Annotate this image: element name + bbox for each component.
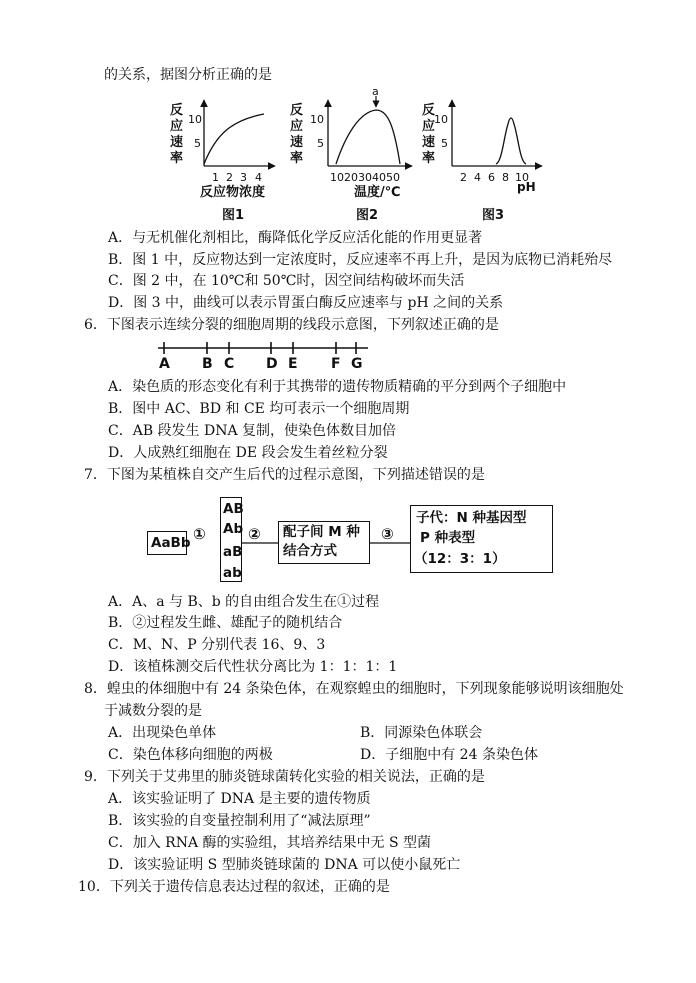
fig3-ylabel-0: 反 [422,103,436,118]
point-c: C [224,356,235,370]
q8-option-b: B．同源染色体联会 [360,725,483,741]
fig1-xtick-4: 4 [255,171,262,184]
fig2-ylabel-0: 反 [290,103,304,118]
fig3-xtick-2: 2 [460,171,467,184]
q8-option-a: A．出现染色单体 [108,725,217,741]
fig3-ylabel-1: 应 [422,119,436,134]
fig2-ytick-10: 10 [310,113,324,126]
q8-option-d: D．子细胞中有 24 条染色体 [360,747,538,763]
fig3-ylabel-2: 速 [422,135,436,150]
fig1-curve [204,114,264,164]
fig1-xtick-2: 2 [226,171,233,184]
fig3-xtick-10: 10 [515,171,529,184]
arrow-2 [242,540,280,546]
fig2-ylabel-3: 率 [290,151,304,166]
q6-stem: 6．下图表示连续分裂的细胞周期的线段示意图，下列叙述正确的是 [84,317,499,333]
q5-option-b: B．图 1 中，反应物达到一定浓度时，反应速率不再上升，是因为底物已消耗殆尽 [108,252,613,268]
q10-stem: 10．下列关于遗传信息表达过程的叙述，正确的是 [78,879,390,895]
fig1-caption: 图1 [222,208,245,223]
q5-option-d: D．图 3 中，曲线可以表示胃蛋白酶反应速率与 pH 之间的关系 [108,295,504,311]
fig1-ylabel-2: 速 [170,135,184,150]
point-d: D [266,356,278,370]
fig2-xtick-20: 20 [344,171,358,184]
q6-option-c: C．AB 段发生 DNA 复制，使染色体数目加倍 [108,423,397,439]
combination-line-2: 结合方式 [283,543,337,559]
fig2-xtick-50: 50 [386,171,400,184]
fig1-xtick-1: 1 [212,171,219,184]
figure-2 [290,86,412,223]
q7-option-c: C．M、N、P 分别代表 16、9、3 [108,637,326,653]
point-a: A [159,356,170,370]
fig1-ylabel-3: 率 [170,151,184,166]
offspring-line-2: P 种表型 [420,530,476,546]
q5-option-a: A．与无机催化剂相比，酶降低化学反应活化能的作用更显著 [108,230,483,246]
fig2-caption: 图2 [356,208,379,223]
offspring-line-3: （12：3：1） [414,551,506,567]
q5-option-c: C．图 2 中，在 10℃和 50℃时，因空间结构破坏而失活 [108,273,465,289]
q9-option-d: D．该实验证明 S 型肺炎链球菌的 DNA 可以使小鼠死亡 [108,857,461,873]
parent-genotype: AaBb [151,535,191,551]
q8-stem-line-2: 于减数分裂的是 [104,703,202,719]
point-g: G [351,356,363,370]
gamete-ab-upper: AB [223,501,244,517]
fig2-xlabel: 温度/℃ [354,185,401,200]
point-b: B [202,356,213,370]
q8-stem-line-1: 8．蝗虫的体细胞中有 24 条染色体，在观察蝗虫的细胞时，下列现象能够说明该细胞处 [84,681,624,697]
q6-option-a: A．染色质的形态变化有利于其携带的遗传物质精确的平分到两个子细胞中 [108,379,567,395]
q7-option-b: B．②过程发生雌、雄配子的随机结合 [108,615,343,631]
fig1-xtick-3: 3 [240,171,247,184]
figure-3 [422,100,542,223]
gamete-ab-mixed: Ab [223,521,244,537]
figure-1 [170,100,275,223]
gamete-ab-lower-upper: aB [223,544,243,560]
fig1-ylabel-1: 应 [170,119,184,134]
fig2-curve [336,110,400,164]
q9-option-a: A．该实验证明了 DNA 是主要的遗传物质 [108,791,371,807]
fig2-peak-label: a [372,86,379,98]
point-f: F [331,356,341,370]
arrow-3 [370,540,412,546]
fig3-curve [496,118,526,164]
combination-line-1: 配子间 M 种 [283,524,360,540]
q7-option-d: D．该植株测交后代性状分离比为 1：1：1：1 [108,659,398,675]
fig3-caption: 图3 [482,208,505,223]
arrow-1 [187,530,222,542]
step-3: ③ [381,525,394,543]
q6-cell-cycle-line [150,338,380,370]
q9-stem: 9．下列关于艾弗里的肺炎链球菌转化实验的相关说法，正确的是 [84,769,485,785]
q8-option-c: C．染色体移向细胞的两极 [108,747,273,763]
fig3-xtick-4: 4 [474,171,481,184]
fig2-ytick-5: 5 [317,137,324,150]
q5-stem: 的关系，据图分析正确的是 [104,67,272,83]
q6-option-b: B．图中 AC、BD 和 CE 均可表示一个细胞周期 [108,401,410,417]
fig2-xtick-40: 40 [372,171,386,184]
fig1-ytick-5: 5 [194,137,201,150]
q7-stem: 7．下图为某植株自交产生后代的过程示意图，下列描述错误的是 [84,467,485,483]
fig1-ylabel-0: 反 [170,103,184,118]
fig3-ytick-5: 5 [441,137,448,150]
fig2-xtick-30: 30 [358,171,372,184]
fig1-xlabel: 反应物浓度 [200,185,266,200]
q7-option-a: A．A、a 与 B、b 的自由组合发生在①过程 [108,594,380,610]
step-2: ② [248,525,261,543]
fig3-xlabel: pH [517,180,536,194]
q5-figures [160,86,560,226]
offspring-line-1: 子代：N 种基因型 [416,510,527,526]
fig3-xtick-8: 8 [502,171,509,184]
fig3-ytick-10: 10 [434,113,448,126]
q6-option-d: D．人成熟红细胞在 DE 段会发生着丝粒分裂 [108,445,388,461]
fig2-xtick-10: 10 [330,171,344,184]
fig2-ylabel-1: 应 [290,119,304,134]
point-e: E [288,356,298,370]
step-1: ① [193,525,206,543]
fig3-xtick-6: 6 [488,171,495,184]
q9-option-b: B．该实验的自变量控制利用了“减法原理” [108,813,371,829]
q9-option-c: C．加入 RNA 酶的实验组，其培养结果中无 S 型菌 [108,835,432,851]
gamete-ab-lower: ab [223,565,242,581]
fig3-ylabel-3: 率 [422,151,436,166]
fig1-ytick-10: 10 [188,113,202,126]
fig2-ylabel-2: 速 [290,135,304,150]
